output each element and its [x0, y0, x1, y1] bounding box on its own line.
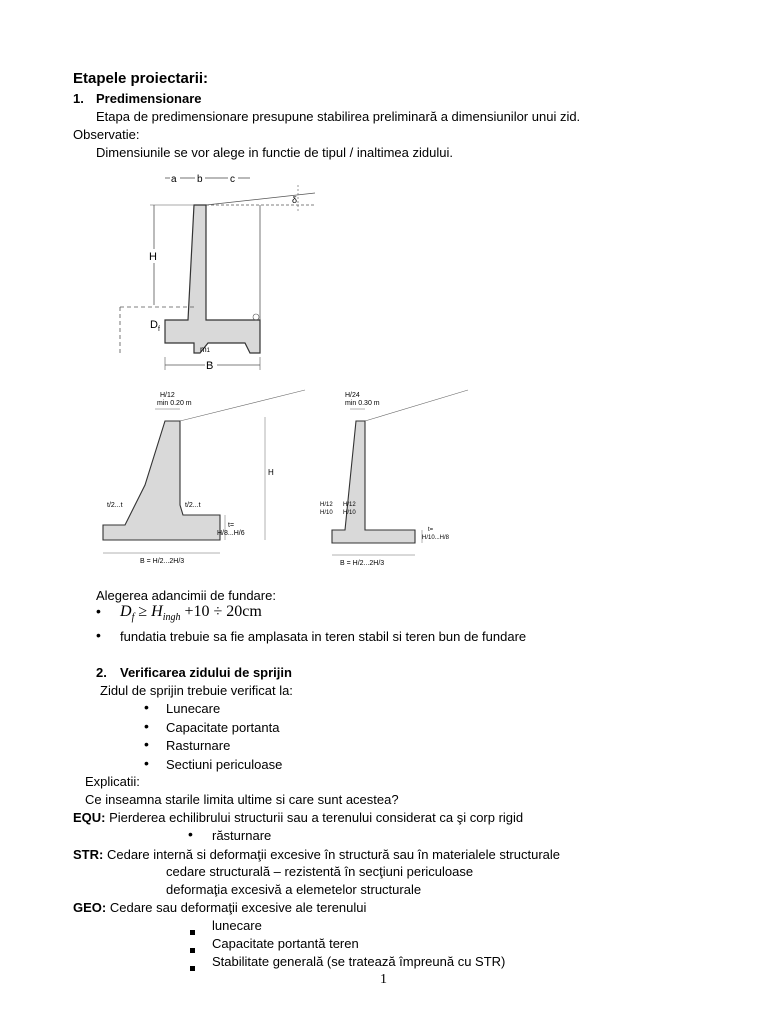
fig3-t-label: t= [428, 527, 434, 533]
fig2-t-value: H/8...H/6 [217, 530, 245, 537]
fig2-top-min-label: min 0.20 m [157, 400, 192, 407]
fig2-height-label: H [268, 468, 274, 477]
fig2-top-label: H/12 [160, 392, 175, 399]
fig3-left-label-2: H/10 [320, 510, 333, 516]
bullet-icon: • [188, 826, 193, 842]
geo-item: Capacitate portantă teren [212, 936, 359, 951]
check-item: Rasturnare [166, 738, 231, 753]
square-bullet-icon [190, 923, 195, 938]
section2-intro: Zidul de sprijin trebuie verificat la: [100, 683, 293, 698]
foundation-heading: Alegerea adancimii de fundare: [96, 588, 276, 603]
explanations-question: Ce inseamna starile limita ultime si care sunt acestea? [85, 792, 399, 807]
fig2-left-label: t/2...t [107, 502, 123, 509]
square-bullet-icon [190, 941, 195, 956]
foundation-formula: $D_f \ge H_{ingh} +10 \div 20cm$ [120, 603, 262, 624]
section2-heading: Verificarea zidului de sprijin [120, 665, 292, 680]
section1-text: Etapa de predimensionare presupune stabilirea preliminară a dimensiunilor unui zid. [96, 109, 581, 124]
dim-a-label: a [171, 174, 177, 185]
m1-label: m1 [200, 345, 211, 354]
page-number: 1 [380, 972, 387, 987]
retaining-wall-figure-1 [110, 165, 330, 380]
check-item: Capacitate portanta [166, 720, 280, 735]
bullet-icon: • [144, 755, 149, 771]
df-label: $D_f$ [150, 319, 160, 333]
section1-number: 1. [73, 91, 84, 106]
str-detail-2: deformaţia excesivă a elemetelor structurale [166, 882, 422, 897]
equ-item: răsturnare [212, 828, 272, 843]
str-detail-1: cedare structurală – rezistentă în secţiuni periculoase [166, 864, 474, 879]
fig3-top-label: H/24 [345, 392, 360, 399]
geo-line: GEO: Cedare sau deformaţii excesive ale terenului [73, 900, 367, 915]
check-item: Sectiuni periculoase [166, 757, 283, 772]
base-label: B [206, 360, 214, 372]
height-label: H [149, 251, 157, 263]
str-line: STR: Cedare internă si deformaţii excesive în structură sau în materialele structurale [73, 847, 561, 862]
fig3-mid-label-1: H/12 [343, 502, 356, 508]
fig3-base-label: B = H/2...2H/3 [340, 560, 385, 567]
foundation-bullet-2: fundatia trebuie sa fie amplasata in teren stabil si teren bun de fundare [120, 629, 527, 644]
fig3-mid-label-2: H/10 [343, 510, 356, 516]
bullet-icon: • [144, 699, 149, 715]
fig2-right-label: t/2...t [185, 502, 201, 509]
fig2-t-label: t= [228, 522, 235, 529]
square-bullet-icon [190, 959, 195, 974]
section1-heading: Predimensionare [96, 91, 202, 106]
dim-c-label: c [230, 174, 235, 185]
fig3-top-min-label: min 0.30 m [345, 400, 380, 407]
bullet-icon: • [96, 603, 101, 619]
geo-item: lunecare [212, 918, 262, 933]
dim-b-label: b [197, 174, 203, 185]
retaining-wall-figure-3 [310, 385, 470, 575]
observation-text: Dimensiunile se vor alege in functie de tipul / inaltimea zidului. [96, 145, 453, 160]
section2-number: 2. [96, 665, 107, 680]
bullet-icon: • [144, 736, 149, 752]
equ-line: EQU: Pierderea echilibrului structurii sau a terenului considerat ca şi corp rigid [73, 810, 524, 825]
delta-label: δ [292, 195, 298, 205]
bullet-icon: • [96, 627, 101, 643]
observation-label: Observatie: [73, 127, 140, 142]
check-item: Lunecare [166, 701, 221, 716]
bullet-icon: • [144, 718, 149, 734]
retaining-wall-figure-2 [95, 385, 310, 575]
fig3-t-value: H/10...H/8 [422, 535, 450, 541]
page-title: Etapele proiectarii: [73, 70, 209, 87]
explanations-label: Explicatii: [85, 774, 140, 789]
fig2-base-label: B = H/2...2H/3 [140, 558, 185, 565]
fig3-left-label-1: H/12 [320, 502, 333, 508]
geo-item: Stabilitate generală (se tratează împreună cu STR) [212, 954, 506, 969]
